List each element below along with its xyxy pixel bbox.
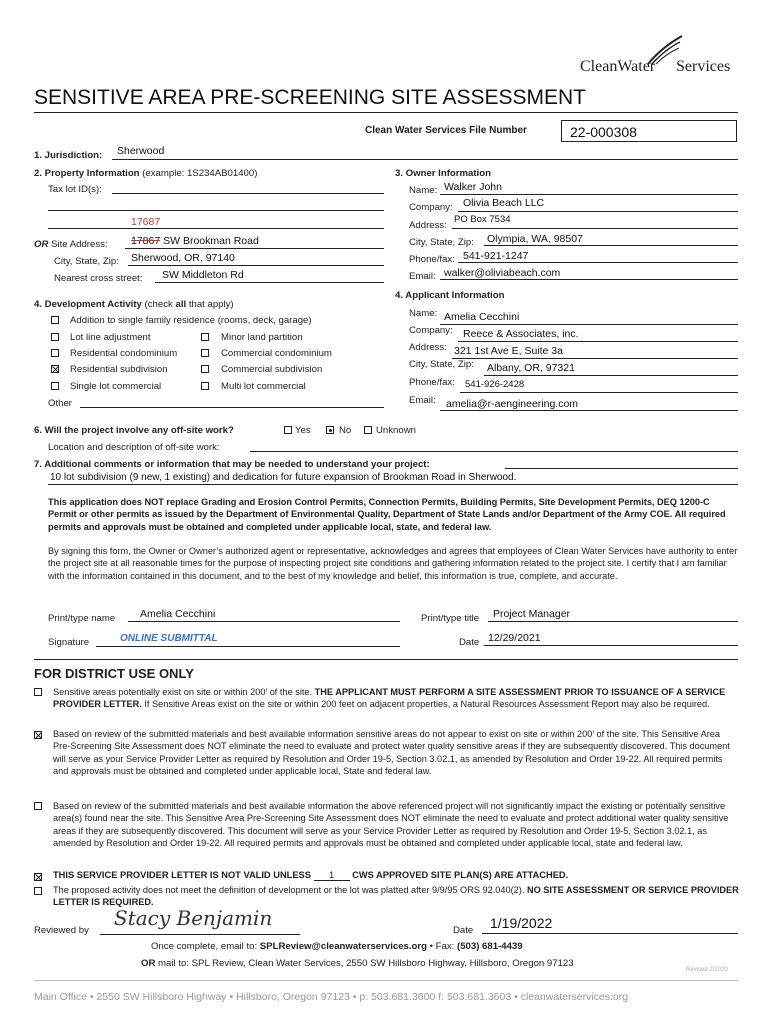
review-email: SPLReview@cleanwaterservices.org (259, 941, 427, 952)
applicant-city-value[interactable]: Albany, OR, 97321 (487, 362, 575, 374)
owner-name-label: Name: (409, 185, 438, 196)
checkbox-district-no-impact[interactable] (34, 802, 42, 810)
checkbox-offsite-yes[interactable] (284, 426, 292, 434)
file-number-value: 22-000308 (570, 124, 637, 140)
checkbox-res-subdivision[interactable] (51, 365, 59, 373)
checkbox-offsite-no[interactable] (326, 426, 334, 434)
district-item-not-required: The proposed activity does not meet the definition of development or the lot was platted after 9/9/95 ORS 92.040(2). NO SITE ASSESSMENT OR SERVICE PROVIDER LETTER IS REQUIRED. (53, 885, 739, 908)
applicant-address-label: Address: (409, 342, 447, 353)
jurisdiction-value[interactable]: Sherwood (117, 145, 165, 157)
owner-name-value[interactable]: Walker John (444, 181, 502, 193)
applicant-name-label: Name: (409, 308, 438, 319)
file-number-box[interactable] (561, 120, 737, 142)
jurisdiction-label: 1. Jurisdiction: (34, 150, 103, 161)
opt-res-sub-label: Residential subdivision (70, 364, 168, 375)
review-date-label: Date (453, 925, 474, 936)
footer: Main Office • 2550 SW Hillsboro Highway • Hillsboro, Oregon 97123 • p: 503.681.3600 f: 503.681.3603 • cleanwaterservices.org (34, 991, 629, 1003)
applicant-phone-value[interactable]: 541-926-2428 (465, 379, 525, 390)
checkbox-offsite-unknown[interactable] (364, 426, 372, 434)
opt-minor-land-label: Minor land partition (221, 332, 303, 343)
site-city-label: City, State, Zip: (54, 256, 119, 267)
owner-email-value[interactable]: walker@oliviabeach.com (444, 267, 561, 279)
comments-value[interactable]: 10 lot subdivision (9 new, 1 existing) and dedication for future expansion of Brookman Road in Sherwood. (50, 472, 517, 483)
cross-street-label: Nearest cross street: (54, 273, 143, 284)
signature-value[interactable]: ONLINE SUBMITTAL (120, 633, 218, 644)
checkbox-single-lot[interactable] (51, 382, 59, 390)
reviewer-signature: Stacy Benjamin (114, 906, 273, 930)
district-item-site-plans: THIS SERVICE PROVIDER LETTER IS NOT VALID UNLESS 1 CWS APPROVED SITE PLAN(S) ARE ATTACHED. (53, 870, 569, 880)
applicant-city-label: City, State, Zip: (409, 359, 474, 370)
applicant-address-value[interactable]: 321 1st Ave E, Suite 3a (454, 345, 563, 357)
print-title-value[interactable]: Project Manager (493, 608, 571, 620)
logo-text-clean-water: CleanWater (580, 58, 656, 75)
owner-email-label: Email: (409, 271, 436, 282)
page-title: SENSITIVE AREA PRE-SCREENING SITE ASSESSMENT (34, 86, 586, 109)
print-title-label: Print/type title (421, 613, 480, 624)
sign-date-value[interactable]: 12/29/2021 (488, 632, 541, 644)
owner-info-heading: 3. Owner Information (395, 168, 491, 179)
checkbox-district-site-plans[interactable] (34, 873, 42, 881)
site-plans-count: 1 (314, 870, 350, 881)
applicant-name-value[interactable]: Amelia Cecchini (444, 311, 520, 323)
opt-single-lot-label: Single lot commercial (70, 381, 162, 392)
checkbox-district-not-required[interactable] (34, 887, 42, 895)
offsite-yes-label: Yes (295, 425, 311, 436)
district-item-no-sensitive: Based on review of the submitted materials and best available information sensitive areas do not appear to exist on site or within 200’ of the site. This Sensitive Area Pre-Screening Site Assessment does NOT eliminate the need to evaluate and protect water quality sensitive areas if they are subsequently discovered. This document will serve as your Service Provider Letter as required by Resolution and Order 19-5, Section 3.02.1, as amended by Resolution and Order 19-22. All required permits and approvals must be obtained and completed under applicable local, State and federal law. (53, 729, 730, 776)
checkbox-multi-lot[interactable] (201, 382, 209, 390)
opt-multi-lot-label: Multi lot commercial (221, 381, 306, 392)
checkbox-com-subdivision[interactable] (201, 365, 209, 373)
district-item-sensitive: Sensitive areas potentially exist on site or within 200’ of the site. THE APPLICANT MUST PERFORM A SITE ASSESSMENT PRIOR TO ISSUANCE OF A SERVICE PROVIDER LETTER. If Sensitive Areas exist on the site or within 200 feet on adjacent properties, a Natural Resources Assessment Report may also be required. (53, 687, 726, 710)
logo (580, 34, 740, 80)
revised-note: Revised 2/2020 (686, 967, 728, 973)
applicant-email-label: Email: (409, 395, 436, 406)
checkbox-com-condo[interactable] (201, 349, 209, 357)
checkbox-minor-land[interactable] (201, 333, 209, 341)
applicant-company-value[interactable]: Reece & Associates, inc. (463, 328, 579, 340)
review-date-value: 1/19/2022 (490, 915, 553, 931)
offsite-unknown-label: Unknown (376, 425, 416, 436)
email-instructions: Once complete, email to: SPLReview@cleanwaterservices.org • Fax: (503) 681-4439 (151, 941, 523, 952)
dev-activity-heading: 4. Development Activity (check all that apply) (34, 299, 234, 310)
other-field[interactable] (80, 407, 384, 408)
print-name-value[interactable]: Amelia Cecchini (140, 608, 216, 620)
offsite-location-label: Location and description of off-site work: (48, 442, 220, 453)
district-heading: FOR DISTRICT USE ONLY (34, 666, 194, 681)
mail-instructions: OR mail to: SPL Review, Clean Water Services, 2550 SW Hillsboro Highway, Hillsboro, Oregon 97123 (141, 958, 574, 969)
owner-city-label: City, State, Zip: (409, 237, 474, 248)
opt-com-condo-label: Commercial condominium (221, 348, 332, 359)
owner-address-label: Address: (409, 220, 447, 231)
checkbox-res-condo[interactable] (51, 349, 59, 357)
offsite-question: 6. Will the project involve any off-site work? (34, 425, 234, 436)
owner-phone-value[interactable]: 541-921-1247 (463, 250, 529, 262)
site-address-label: OR Site Address: (34, 239, 108, 250)
permits-notice: This application does NOT replace Grading and Erosion Control Permits, Connection Permits, Building Permits, Site Development Permits, DEQ 1200-C Permit or other permits as issued by the Department of Environmental Quality, Department of State Lands and/or Department of the Army COE. All required permits and approvals must be obtained and completed under applicable local, state, and federal law. (48, 497, 726, 532)
logo-text-services: Services (676, 58, 731, 75)
checkbox-single-family[interactable] (51, 316, 59, 324)
owner-company-label: Company: (409, 202, 453, 213)
print-name-label: Print/type name (48, 613, 116, 624)
cross-street-value[interactable]: SW Middleton Rd (162, 269, 244, 281)
address-correction: 17687 (131, 216, 161, 228)
property-info-heading: 2. Property Information (example: 1S234AB01400) (34, 168, 258, 179)
owner-city-value[interactable]: Olympia, WA, 98507 (487, 233, 583, 245)
reviewed-by-label: Reviewed by (34, 925, 89, 936)
other-label: Other (48, 398, 72, 409)
site-city-value[interactable]: Sherwood, OR, 97140 (131, 252, 235, 264)
district-item-no-impact: Based on review of the submitted materials and best available information the above referenced project will not significantly impact the existing or potentially sensitive area(s) found near the site. This Sensitive Area Pre-Screening Site Assessment does NOT eliminate the need to evaluate and protect additional water quality sensitive areas if they are subsequently discovered. This document will serve as your Service Provider Letter as required by Resolution and Order 19-5, Section 3.02.1, as amended by Resolution and Order 19-22. All required permits and approvals must be obtained and completed under applicable local, state and federal law. (53, 801, 729, 848)
opt-com-sub-label: Commercial subdivision (221, 364, 323, 375)
taxlot-label: Tax lot ID(s): (48, 184, 102, 195)
offsite-location-field[interactable] (250, 451, 738, 452)
applicant-info-heading: 4. Applicant Information (395, 290, 505, 301)
opt-single-family-label: Addition to single family residence (rooms, deck, garage) (70, 315, 312, 326)
signature-label: Signature (48, 637, 90, 648)
sign-date-label: Date (459, 637, 480, 648)
owner-address-value[interactable]: PO Box 7534 (454, 214, 511, 225)
consent-text: By signing this form, the Owner or Owner’s authorized agent or representative, acknowledges and agrees that employees of Clean Water Services have authority to enter the project site at all reasonable times for the purpose of inspecting project site conditions and gathering information related to the project site. I certify that I am familiar with the information contained in this document, and to the best of my knowledge and belief, this information is true, complete, and accurate. (48, 546, 738, 581)
comments-question: 7. Additional comments or information that may be needed to understand your project: (34, 459, 430, 470)
applicant-company-label: Company: (409, 325, 453, 336)
opt-lot-line-label: Lot line adjustment (70, 332, 151, 343)
applicant-phone-label: Phone/fax: (409, 377, 455, 388)
owner-company-value[interactable]: Olivia Beach LLC (463, 197, 545, 209)
opt-res-condo-label: Residential condominium (70, 348, 178, 359)
applicant-email-value[interactable]: amelia@r-aengineering.com (446, 398, 579, 410)
file-number-label: Clean Water Services File Number (365, 125, 527, 136)
checkbox-lot-line[interactable] (51, 333, 59, 341)
checkbox-district-no-sensitive[interactable] (34, 731, 42, 739)
checkbox-district-sensitive[interactable] (34, 688, 42, 696)
review-fax: (503) 681-4439 (457, 941, 523, 952)
site-address-value[interactable]: 17867 SW Brookman Road (131, 235, 259, 247)
offsite-no-label: No (339, 425, 352, 436)
owner-phone-label: Phone/fax: (409, 254, 455, 265)
